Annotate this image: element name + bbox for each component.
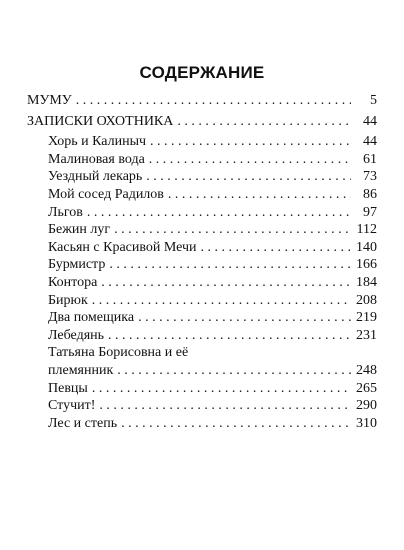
toc-entry [27,204,377,222]
toc-entry [27,362,377,380]
toc-entry-label-line1: Татьяна Борисовна и её [48,345,189,361]
leader-dots [101,274,351,292]
toc-entry-label: племянник [48,362,114,378]
toc-entry-page: 140 [356,239,377,255]
toc-entry-label: Певцы [48,380,88,396]
leader-dots [177,113,351,131]
leader-dots [108,327,351,345]
toc-entry [27,186,377,204]
toc-entry-label: МУМУ [27,93,72,108]
toc-entry-page: 97 [363,204,377,220]
toc-entry [27,239,377,257]
toc-entry-label: Бирюк [48,292,88,308]
leader-dots [92,292,351,310]
leader-dots [87,204,351,222]
toc-entry [27,133,377,151]
leader-dots [201,239,351,257]
leader-dots [99,397,351,415]
leader-dots [121,415,351,433]
toc-entry-label: Контора [48,274,98,290]
toc-entry [27,380,377,398]
leader-dots [168,186,351,204]
toc-entry-label: Лебедянь [48,327,105,343]
toc-entry-label: Бежин луг [48,222,111,238]
toc-entry-page: 231 [356,327,377,343]
toc-entry [27,292,377,310]
toc-entry [27,221,377,239]
toc-entry-label: Уездный лекарь [48,169,143,185]
leader-dots [92,380,351,398]
toc-entry-page: 265 [356,380,377,396]
leader-dots [114,221,351,239]
toc-entry [27,274,377,292]
toc-entry-zapiski [27,113,377,131]
toc-entry-label: Хорь и Калиныч [48,134,147,150]
leader-dots [146,168,351,186]
toc-entry-page: 219 [356,310,377,326]
toc-entry-first-line [27,344,377,362]
toc-entry-label: Стучит! [48,398,96,414]
toc-entry-page: 61 [363,151,377,167]
toc-entry-page: 184 [356,274,377,290]
toc-entry-page: 44 [363,134,377,150]
toc-entry [27,397,377,415]
toc-entry-page: 5 [370,93,377,108]
toc-entry-label: Касьян с Красивой Мечи [48,239,197,255]
toc-entry-page: 86 [363,186,377,202]
toc-entry-label: Бурмистр [48,257,106,273]
toc-entry-page: 290 [356,398,377,414]
toc-entry-label: Малиновая вода [48,151,145,167]
leader-dots [76,92,351,110]
toc-entry-page: 166 [356,257,377,273]
toc-entry-page: 112 [356,222,377,238]
toc-entry-mumu [27,92,377,110]
toc-entry [27,309,377,327]
leader-dots [117,362,351,380]
toc-entry-page: 310 [356,415,377,431]
toc-entry [27,151,377,169]
toc-entry [27,168,377,186]
toc-entry-page: 208 [356,292,377,308]
leader-dots [150,133,351,151]
toc-entry-label: Два помещика [48,310,135,326]
toc-entry-label: Лес и степь [48,415,118,431]
leader-dots [149,151,351,169]
toc-entry-page: 44 [363,113,377,129]
toc-entry [27,415,377,433]
leader-dots [109,256,351,274]
toc-entry-label: ЗАПИСКИ ОХОТНИКА [27,113,174,129]
toc-entry-page: 248 [356,362,377,378]
page-title: СОДЕРЖАНИЕ [139,63,265,82]
toc-entry-label: Льгов [48,204,83,220]
toc-entry [27,327,377,345]
leader-dots [138,309,351,327]
toc-entry-label: Мой сосед Радилов [48,186,164,202]
table-of-contents [27,92,377,432]
toc-entry [27,256,377,274]
toc-entry-page: 73 [363,169,377,185]
